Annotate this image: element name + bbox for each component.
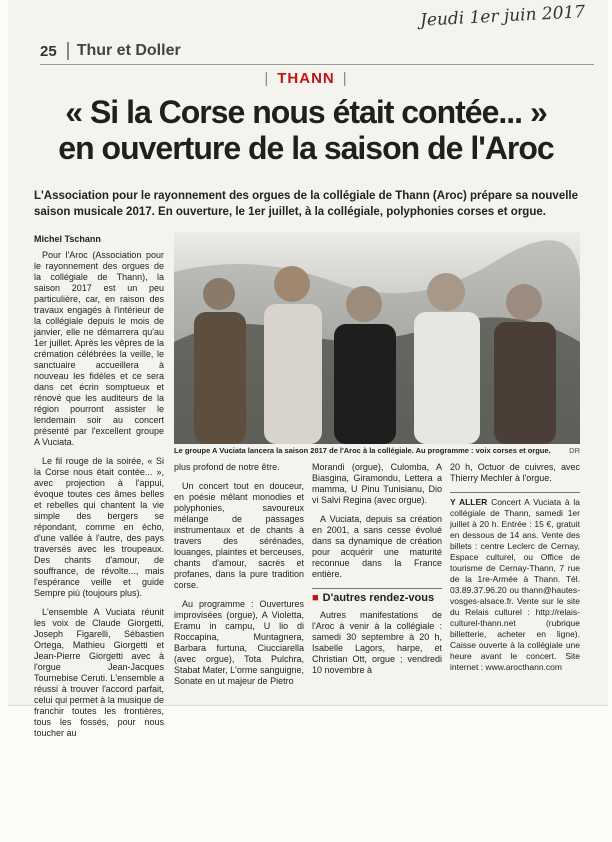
column-4 xyxy=(450,462,580,673)
headline-line-2: en ouverture de la saison de l'Aroc xyxy=(58,130,554,166)
paragraph: Au programme : Ouvertures improvisées (orgue), A Violetta, Eramu in campu, U lio di Roccapina, Muntagnera, Barbara furtuna, Ciucciarella (avec orgue), Tota Pulchra, Stabat Mater, L'orme sanguigne, Sonate en ut majeur de Pietro xyxy=(174,599,304,686)
handwritten-date: Jeudi 1er juin 2017 xyxy=(419,2,586,31)
paragraph: Morandi (orgue), Culomba, A Biasgina, Giramondu, Lettera a mamma, U Pinu Tunisianu, Dio vi Salvi Regina (avec orgue). xyxy=(312,462,442,505)
paragraph: A Vuciata, depuis sa création en 2001, a sans cesse évolué dans sa dynamique de création pour acquérir une maturité reconnue dans la France entière. xyxy=(312,514,442,579)
byline: Michel Tschann xyxy=(34,234,101,244)
square-bullet-icon: ■ xyxy=(312,592,319,604)
paragraph: Un concert tout en douceur, en poésie mêlant monodies et polyphonies, savoureux mélange de passages instrumentaux et de chants à travers des sérénades, louanges, plaintes et berceuses, chants d'amour, sacrés et profanes, dans la pure tradition corse. xyxy=(174,481,304,590)
caption-text: Le groupe A Vuciata lancera la saison 2017 de l'Aroc à la collégiale. Au programme : voix corses et orgue. xyxy=(174,446,551,455)
paragraph: Le fil rouge de la soirée, « Si la Corse nous était contée... », avec projection à l'appui, évoque toutes ces âmes belles et rebelles qui chantent la vie simple des bergers se répondant, comme en écho, d'une vallée à l'autre, des pays traversés avec les troupeaux. Des chants d'amour, de souffrance, de révolte..., mais l'espérance veille et guide Sempre più (toujours plus). xyxy=(34,456,164,598)
subheading-text: D'autres rendez-vous xyxy=(322,592,435,604)
section-name: Thur et Doller xyxy=(67,42,181,60)
page-number: 25 xyxy=(40,43,57,60)
column-1 xyxy=(34,250,164,747)
info-label: Y ALLER xyxy=(450,497,488,507)
paragraph: Autres manifestations de l'Aroc à venir à la collégiale : samedi 30 septembre à 20 h, Isabelle Lagors, harpe, et Christian Ott, orgue ; vendredi 10 novembre à xyxy=(312,610,442,675)
lead-paragraph: L'Association pour le rayonnement des orgues de la collégiale de Thann (Aroc) prépare sa nouvelle saison musicale 2017. En ouverture, le 1er juillet, à la collégiale, polyphonies corses et orgue. xyxy=(34,190,579,218)
column-2 xyxy=(174,462,304,695)
paragraph: Pour l'Aroc (Association pour le rayonnement des orgues de la collégiale de Thann), la saison 2017 est un peu particulière, car, en raison des travaux engagés à l'intérieur de la collégiale depuis le mois de janvier, elle ne démarrera qu'au 1er juillet. Après les vêpres de la crémation célébrées la veille, le sanctuaire accueillera à nouveau les fidèles et ce sera dans cet écrin somptueux et rénové que les auditeurs de la région pourront assister le lendemain soir au concert présenté par l'excellent groupe A Vuciata. xyxy=(34,250,164,447)
headline-line-1: « Si la Corse nous était contée... » xyxy=(65,94,547,130)
photo-credit: DR xyxy=(569,446,580,455)
column-3 xyxy=(312,462,442,684)
info-text: Concert A Vuciata à la collégiale de Thann, samedi 1er juillet à 20 h. Entrée : 15 €, gratuit en dessous de 14 ans. Vente des billets : centre Leclerc de Cernay, Espace culturel, ou Office de tourisme de Cernay-Thann, 7 rue de la 1re-Armée à Thann. Tél. 03.89.37.96.20 ou thann@hautes-vosges-alsace.fr. Vente sur le site du Relais culturel : http://relais-culturel-thann.net (rubrique billetterie, acheter en ligne). Caisse ouverte à la collégiale une heure avant le concert. Site internet : www.arocthann.com xyxy=(450,497,580,672)
practical-info-box xyxy=(450,492,580,673)
paragraph: plus profond de notre être. xyxy=(174,462,280,472)
paragraph: L'ensemble A Vuciata réunit les voix de Claude Giorgetti, Joseph Figarelli, Sébastien Ortega, Mathieu Giorgetti et Jean-Pierre Giorgetti avec à l'orgue Jean-Jacques Tournebise Ceruti. L'ensemble a réussi à trouver l'accord parfait, celui qui permet à la musique de franchir toutes les frontières, tous les fossés, pour nous toucher au xyxy=(34,607,164,738)
kicker-text: THANN xyxy=(277,70,335,87)
group-photo xyxy=(174,232,580,444)
page-header xyxy=(40,34,594,65)
subheading xyxy=(312,588,442,604)
group-photo-illustration xyxy=(174,232,580,444)
paragraph: 20 h, Octuor de cuivres, avec Thierry Mechler à l'orgue. xyxy=(450,462,580,483)
headline xyxy=(20,94,592,166)
photo-caption xyxy=(174,446,580,455)
kicker: | THANN | xyxy=(264,70,348,87)
